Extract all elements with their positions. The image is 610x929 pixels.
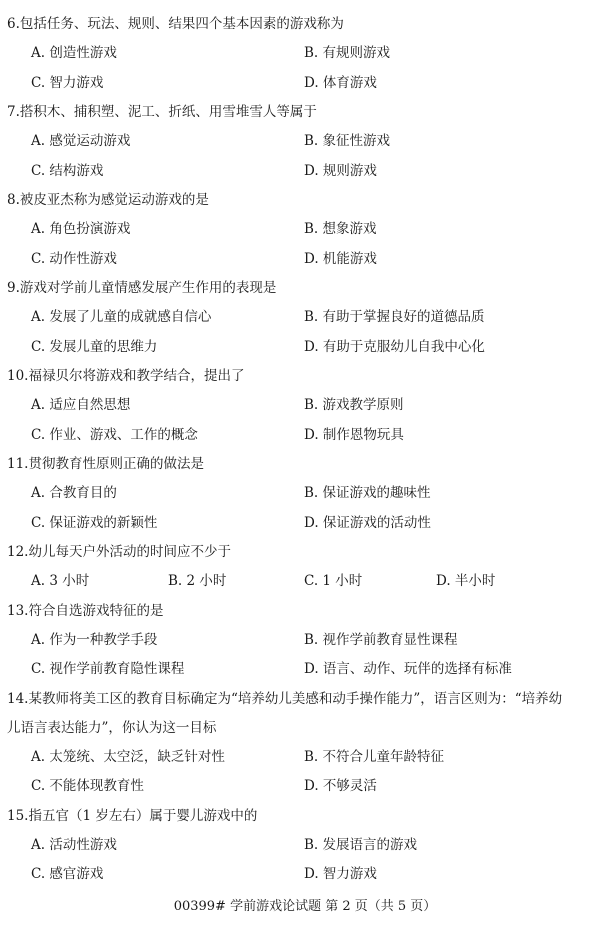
option-a: A. 适应自然思想: [31, 397, 131, 413]
option-b: B. 发展语言的游戏: [304, 836, 418, 853]
option-d: D. 机能游戏: [304, 250, 377, 267]
option-a: A. 活动性游戏: [31, 836, 117, 853]
option-d: D. 体育游戏: [304, 74, 377, 91]
option-a: A. 太笼统、太空泛，缺乏针对性: [31, 748, 225, 765]
option-a: A. 发展了儿童的成就感自信心: [31, 309, 212, 325]
option-row: [0, 743, 610, 773]
option-d: D. 半小时: [436, 573, 496, 589]
option-row: [0, 567, 610, 597]
option-d: D. 语言、动作、玩伴的选择有标准: [304, 661, 512, 677]
option-b: B. 不符合儿童年龄特征: [304, 748, 445, 765]
option-b: B. 有规则游戏: [304, 45, 391, 61]
question-stem: 8.被皮亚杰称为感觉运动游戏的是: [7, 192, 209, 208]
option-row: [0, 157, 610, 187]
option-d: D. 制作恩物玩具: [304, 426, 404, 443]
option-a: A. 合教育目的: [31, 485, 117, 501]
option-row: [0, 215, 610, 245]
question-list: [0, 10, 610, 890]
question-stem: 11.贯彻教育性原则正确的做法是: [7, 456, 204, 472]
option-a: A. 感觉运动游戏: [31, 133, 131, 149]
option-c: C. 感官游戏: [31, 866, 104, 882]
option-row: [0, 860, 610, 890]
option-c: C. 智力游戏: [31, 74, 104, 91]
option-b: B. 2 小时: [168, 573, 227, 589]
option-row: [0, 39, 610, 69]
question-stem-continued: 儿语言表达能力”，你认为这一目标: [7, 719, 217, 736]
option-row: [0, 127, 610, 157]
option-row: [0, 245, 610, 275]
option-row: [0, 655, 610, 685]
option-d: D. 智力游戏: [304, 866, 377, 882]
question-stem: 15.指五官（1 岁左右）属于婴儿游戏中的: [7, 807, 258, 824]
question-stem: 13.符合自选游戏特征的是: [7, 602, 164, 619]
question-stem: 9.游戏对学前儿童情感发展产生作用的表现是: [7, 280, 277, 296]
option-c: C. 不能体现教育性: [31, 778, 144, 794]
option-row: [0, 421, 610, 451]
option-a: A. 作为一种教学手段: [31, 631, 158, 648]
page-footer: 00399# 学前游戏论试题 第 2 页（共 5 页）: [173, 899, 437, 914]
option-b: B. 保证游戏的趣味性: [304, 485, 431, 501]
option-row: [0, 479, 610, 509]
option-row: [0, 69, 610, 99]
question-stem: 6.包括任务、玩法、规则、结果四个基本因素的游戏称为: [7, 16, 344, 32]
question-stem: 12.幼儿每天户外活动的时间应不少于: [7, 544, 231, 560]
option-d: D. 规则游戏: [304, 162, 377, 179]
option-c: C. 结构游戏: [31, 162, 104, 179]
option-b: B. 想象游戏: [304, 221, 377, 237]
option-c: C. 动作性游戏: [31, 250, 117, 267]
option-row: [0, 772, 610, 802]
option-c: C. 1 小时: [304, 573, 363, 589]
option-row: [0, 303, 610, 333]
option-row: [0, 509, 610, 539]
option-c: C. 保证游戏的新颖性: [31, 514, 158, 531]
option-d: D. 保证游戏的活动性: [304, 514, 431, 531]
question-stem: 10.福禄贝尔将游戏和教学结合，提出了: [7, 368, 245, 384]
option-a: A. 创造性游戏: [31, 45, 117, 61]
option-row: [0, 626, 610, 656]
option-d: D. 有助于克服幼儿自我中心化: [304, 338, 485, 355]
question-stem: 7.搭积木、捕积塑、泥工、折纸、用雪堆雪人等属于: [7, 104, 317, 120]
option-row: [0, 831, 610, 861]
option-row: [0, 333, 610, 363]
option-a: A. 3 小时: [31, 573, 90, 589]
option-a: A. 角色扮演游戏: [31, 221, 131, 237]
option-b: B. 象征性游戏: [304, 133, 391, 149]
option-c: C. 视作学前教育隐性课程: [31, 661, 185, 677]
option-b: B. 有助于掌握良好的道德品质: [304, 309, 485, 325]
option-c: C. 发展儿童的思维力: [31, 338, 158, 355]
option-b: B. 游戏教学原则: [304, 397, 404, 413]
option-d: D. 不够灵活: [304, 778, 377, 794]
option-row: [0, 391, 610, 421]
option-c: C. 作业、游戏、工作的概念: [31, 426, 198, 443]
option-b: B. 视作学前教育显性课程: [304, 631, 458, 648]
question-stem: 14.某教师将美工区的教育目标确定为“培养幼儿美感和动手操作能力”，语言区则为：“培养幼: [7, 690, 563, 707]
